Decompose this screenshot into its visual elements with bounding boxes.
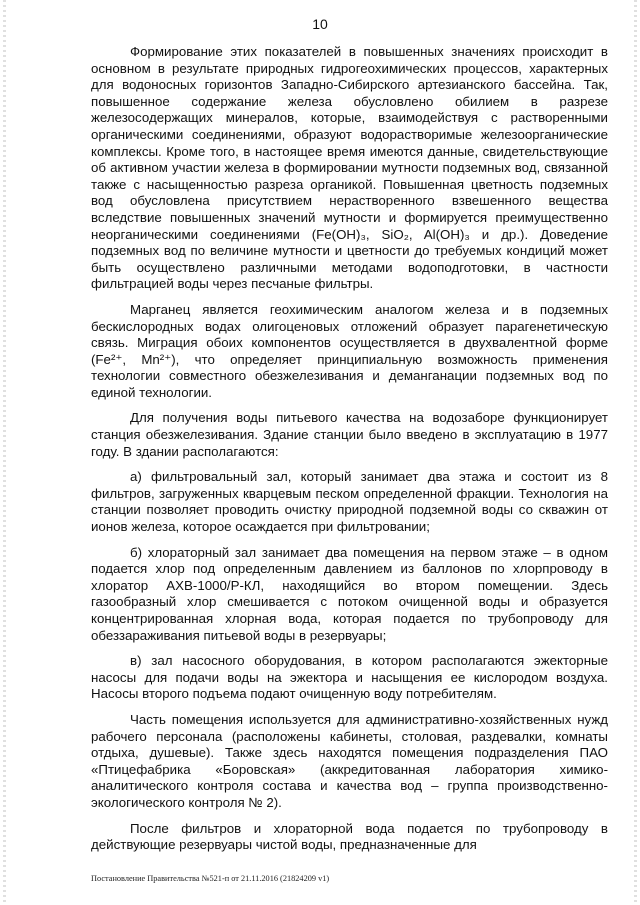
page-number: 10 <box>312 16 328 32</box>
paragraph-reservoirs: После фильтров и хлораторной вода подается по трубопроводу в действующие резервуары чистой воды, предназначенные для <box>91 820 608 853</box>
paragraph-station: Для получения воды питьевого качества на водозаборе функционирует станция обезжелезивания. Здание станции было введено в эксплуатацию в 1977 году. В здании располагаются: <box>91 410 608 459</box>
page-edge-right <box>634 0 637 905</box>
paragraph-chlorine-hall: б) хлораторный зал занимает два помещения на первом этаже – в одном подается хлор под определенным давлением из баллонов по хлорпроводу в хлоратор АХВ-1000/Р-КЛ, находящийся во втором помещении. Здесь газообразный хлор смешивается с потоком очищенной воды и образуется концентрированная хлорная вода, которая подается по трубопроводу для обеззараживания питьевой воды в резервуары; <box>91 544 608 643</box>
paragraph-filter-hall: а) фильтровальный зал, который занимает два этажа и состоит из 8 фильтров, загруженных кварцевым песком определенной фракции. Технология на станции позволяет проводить очистку природной подземной воды со скважин от ионов железа, которое осаждается при фильтровании; <box>91 469 608 535</box>
paragraph-admin-rooms: Часть помещения используется для административно-хозяйственных нужд рабочего персонала (расположены кабинеты, столовая, раздевалки, комнаты отдыха, душевые). Также здесь находятся помещения подразделения ПАО «Птицефабрика «Боровская» (аккредитованная лаборатория химико-аналитического контроля состава и качества вод – группа производственно-экологического контроля № 2). <box>91 711 608 810</box>
page-edge-left <box>3 0 6 905</box>
paragraph-manganese: Марганец является геохимическим аналогом железа и в подземных бескислородных водах олигоценовых отложений образует парагенетическую связь. Миграция обоих компонентов осуществляется в двухвалентной форме (Fe²⁺, Mn²⁺), что определяет принципиальную возможность применения технологии совместного обезжелезивания и деманганации подземных вод по единой технологии. <box>91 301 608 400</box>
paragraph-pump-hall: в) зал насосного оборудования, в котором располагаются эжекторные насосы для подачи воды на эжектора и насыщения ее кислородом воздуха. Насосы второго подъема подают очищенную воду потребителям. <box>91 653 608 702</box>
footer-reference: Постановление Правительства №521-п от 21.11.2016 (21824209 v1) <box>91 874 330 883</box>
paragraph-formation: Формирование этих показателей в повышенных значениях происходит в основном в результате природных гидрогеохимических процессов, характерных для водоносных горизонтов Западно-Сибирского артезианского бассейна. Так, повышенное содержание железа обусловлено обилием в разрезе железосодержащих минералов, которые, взаимодействуя с растворенными органическими соединениями, образуют водорастворимые железоорганические комплексы. Кроме того, в настоящее время имеются данные, свидетельствующие об активном участии железа в формировании мутности подземных вод, связанной также с насыщенностью разреза органикой. Повышенная цветность подземных вод обусловлена присутствием нерастворенного взвешенного вещества вследствие повышенных значений мутности и формируется преимущественно неорганическими соединениями (Fe(OH)₃, SiO₂, Al(OH)₃ и др.). Доведение подземных вод по величине мутности и цветности до требуемых кондиций может быть осуществлено различными методами водоподготовки, в частности фильтрацией воды через песчаные фильтры. <box>91 44 608 292</box>
document-body <box>91 44 608 863</box>
